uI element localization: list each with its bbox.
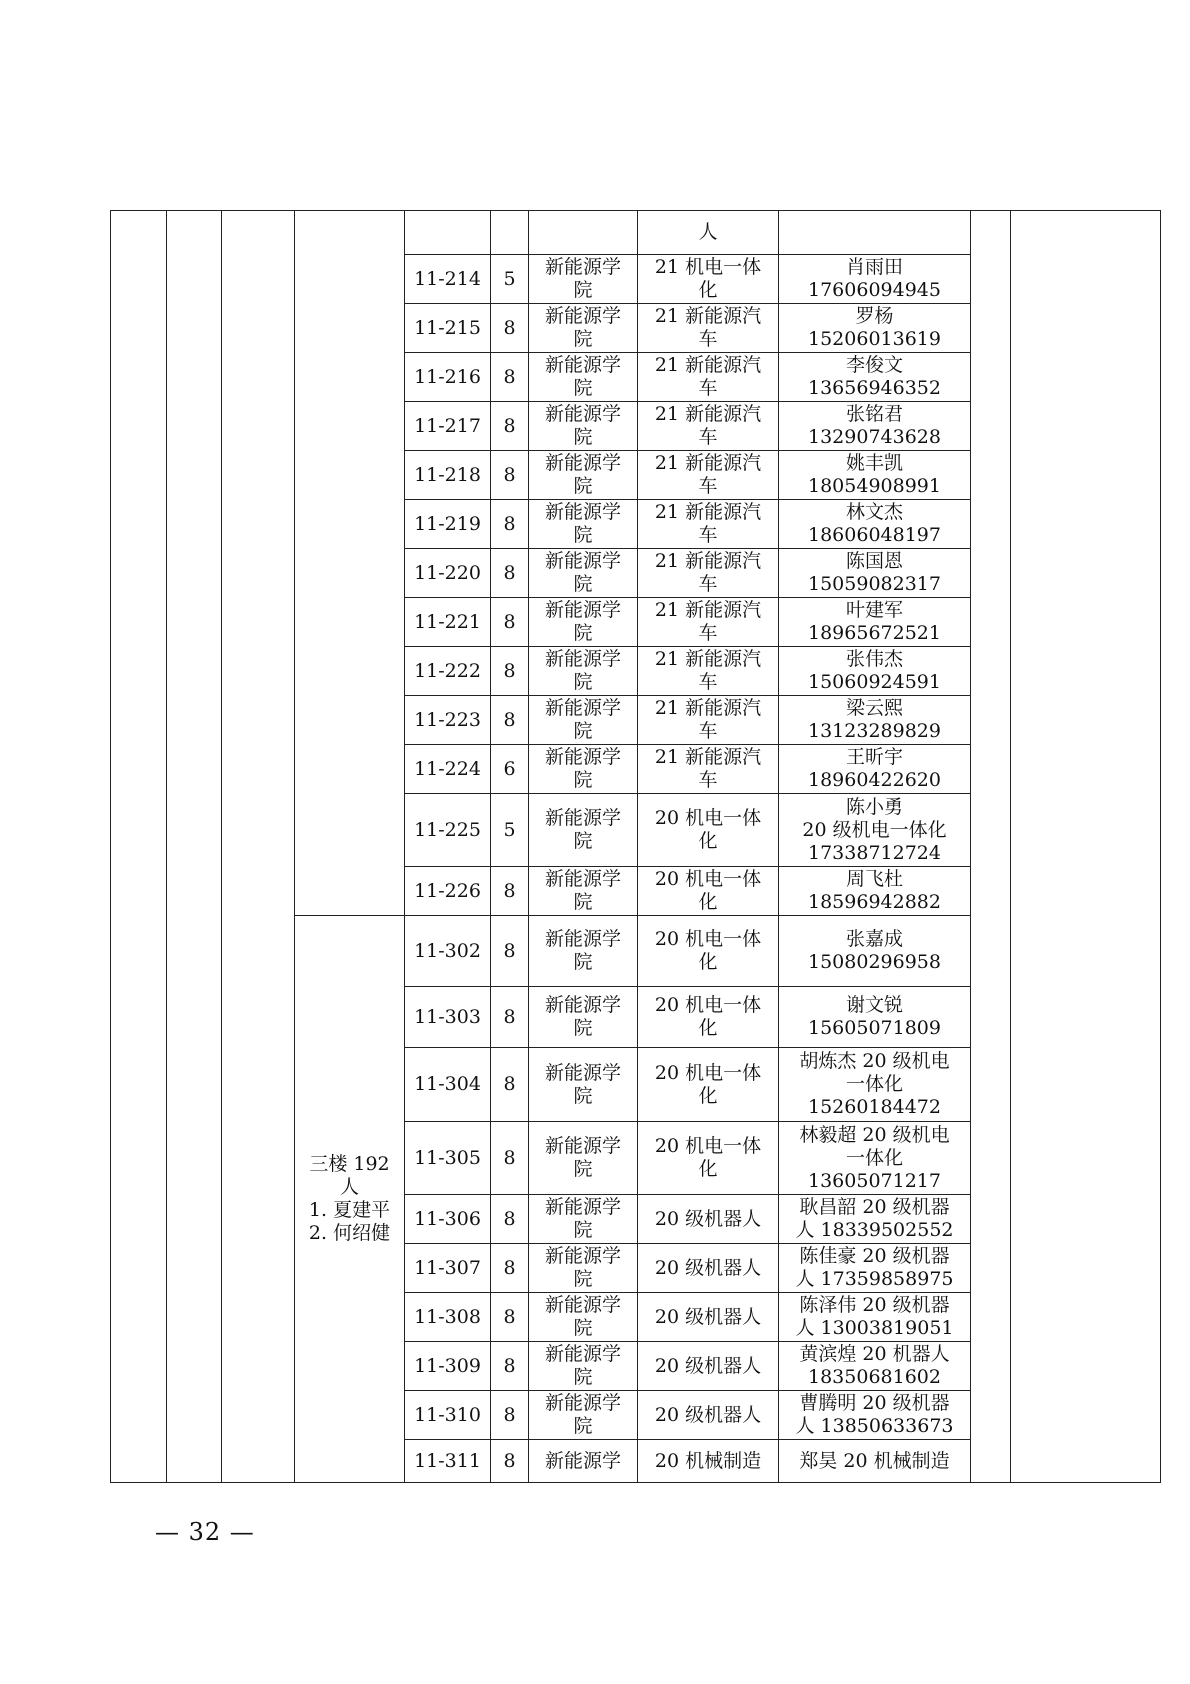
room-cell: 11-219 <box>405 500 491 549</box>
roster-body <box>111 211 1161 1483</box>
room-cell: 11-225 <box>405 794 491 867</box>
college-cell: 新能源学院 <box>529 1391 638 1440</box>
count-cell: 8 <box>491 549 529 598</box>
college-cell: 新能源学院 <box>529 500 638 549</box>
left-empty-col-1 <box>111 211 167 1483</box>
contact-cell: 陈小勇 20 级机电一体化 17338712724 <box>779 794 971 867</box>
college-cell: 新能源学院 <box>529 255 638 304</box>
contact-cell: 耿昌韶 20 级机器 人 18339502552 <box>779 1195 971 1244</box>
college-cell: 新能源学院 <box>529 987 638 1048</box>
room-cell: 11-215 <box>405 304 491 353</box>
major-cell: 20 机电一体化 <box>638 794 779 867</box>
contact-cell <box>779 211 971 255</box>
room-cell: 11-223 <box>405 696 491 745</box>
college-cell: 新能源学院 <box>529 1048 638 1122</box>
contact-cell: 林文杰 18606048197 <box>779 500 971 549</box>
count-cell: 8 <box>491 353 529 402</box>
college-cell: 新能源学院 <box>529 1293 638 1342</box>
page-number: — 32 — <box>155 1518 255 1546</box>
count-cell: 6 <box>491 745 529 794</box>
college-cell: 新能源学院 <box>529 402 638 451</box>
major-cell: 21 新能源汽车 <box>638 745 779 794</box>
floor2-group-cell <box>295 211 405 916</box>
college-cell: 新能源学院 <box>529 794 638 867</box>
count-cell: 8 <box>491 647 529 696</box>
college-cell: 新能源学院 <box>529 696 638 745</box>
major-cell: 21 新能源汽车 <box>638 549 779 598</box>
contact-cell: 黄滨煌 20 机器人 18350681602 <box>779 1342 971 1391</box>
count-cell: 8 <box>491 500 529 549</box>
major-cell: 21 新能源汽车 <box>638 500 779 549</box>
contact-cell: 肖雨田 17606094945 <box>779 255 971 304</box>
count-cell: 8 <box>491 1342 529 1391</box>
contact-cell: 李俊文 13656946352 <box>779 353 971 402</box>
major-cell: 21 新能源汽车 <box>638 696 779 745</box>
contact-cell: 胡炼杰 20 级机电 一体化 15260184472 <box>779 1048 971 1122</box>
room-cell: 11-216 <box>405 353 491 402</box>
major-cell: 20 级机器人 <box>638 1391 779 1440</box>
contact-cell: 罗杨 15206013619 <box>779 304 971 353</box>
contact-cell: 周飞杜 18596942882 <box>779 867 971 916</box>
room-cell: 11-226 <box>405 867 491 916</box>
college-cell: 新能源学院 <box>529 353 638 402</box>
major-cell: 20 机电一体化 <box>638 987 779 1048</box>
contact-cell: 张伟杰 15060924591 <box>779 647 971 696</box>
count-cell: 8 <box>491 867 529 916</box>
college-cell: 新能源学院 <box>529 916 638 987</box>
room-cell: 11-221 <box>405 598 491 647</box>
count-cell: 5 <box>491 255 529 304</box>
room-cell <box>405 211 491 255</box>
contact-cell: 林毅超 20 级机电 一体化 13605071217 <box>779 1122 971 1195</box>
room-cell: 11-224 <box>405 745 491 794</box>
contact-cell: 陈泽伟 20 级机器 人 13003819051 <box>779 1293 971 1342</box>
count-cell: 8 <box>491 1440 529 1483</box>
room-cell: 11-310 <box>405 1391 491 1440</box>
college-cell: 新能源学院 <box>529 1195 638 1244</box>
count-cell: 8 <box>491 1195 529 1244</box>
contact-cell: 王昕宇 18960422620 <box>779 745 971 794</box>
left-empty-col-2 <box>167 211 222 1483</box>
room-cell: 11-309 <box>405 1342 491 1391</box>
count-cell: 8 <box>491 1244 529 1293</box>
dormitory-roster-table <box>110 210 1161 1483</box>
contact-cell: 郑昊 20 机械制造 <box>779 1440 971 1483</box>
major-cell: 21 新能源汽车 <box>638 598 779 647</box>
major-cell: 20 机电一体化 <box>638 916 779 987</box>
major-cell: 人 <box>638 211 779 255</box>
contact-cell: 梁云熙 13123289829 <box>779 696 971 745</box>
right-empty-col-1 <box>971 211 1011 1483</box>
contact-cell: 姚丰凯 18054908991 <box>779 451 971 500</box>
count-cell: 8 <box>491 402 529 451</box>
college-cell: 新能源学院 <box>529 647 638 696</box>
major-cell: 21 新能源汽车 <box>638 451 779 500</box>
contact-cell: 陈佳豪 20 级机器 人 17359858975 <box>779 1244 971 1293</box>
college-cell <box>529 211 638 255</box>
room-cell: 11-302 <box>405 916 491 987</box>
major-cell: 20 级机器人 <box>638 1342 779 1391</box>
room-cell: 11-307 <box>405 1244 491 1293</box>
contact-cell: 叶建军 18965672521 <box>779 598 971 647</box>
contact-cell: 谢文锐 15605071809 <box>779 987 971 1048</box>
college-cell: 新能源学院 <box>529 451 638 500</box>
count-cell: 8 <box>491 1293 529 1342</box>
room-cell: 11-218 <box>405 451 491 500</box>
room-cell: 11-306 <box>405 1195 491 1244</box>
major-cell: 21 新能源汽车 <box>638 402 779 451</box>
right-empty-col-2 <box>1011 211 1161 1483</box>
major-cell: 20 机电一体化 <box>638 1048 779 1122</box>
major-cell: 20 机械制造 <box>638 1440 779 1483</box>
count-cell: 8 <box>491 304 529 353</box>
count-cell: 8 <box>491 451 529 500</box>
contact-cell: 张铭君 13290743628 <box>779 402 971 451</box>
count-cell: 8 <box>491 598 529 647</box>
major-cell: 20 级机器人 <box>638 1195 779 1244</box>
count-cell: 5 <box>491 794 529 867</box>
college-cell: 新能源学院 <box>529 1244 638 1293</box>
major-cell: 20 机电一体化 <box>638 867 779 916</box>
room-cell: 11-217 <box>405 402 491 451</box>
college-cell: 新能源学院 <box>529 1122 638 1195</box>
major-cell: 21 新能源汽车 <box>638 353 779 402</box>
room-cell: 11-214 <box>405 255 491 304</box>
count-cell: 8 <box>491 1391 529 1440</box>
college-cell: 新能源学院 <box>529 745 638 794</box>
college-cell: 新能源学 <box>529 1440 638 1483</box>
college-cell: 新能源学院 <box>529 304 638 353</box>
room-cell: 11-305 <box>405 1122 491 1195</box>
room-cell: 11-304 <box>405 1048 491 1122</box>
major-cell: 20 级机器人 <box>638 1293 779 1342</box>
count-cell: 8 <box>491 987 529 1048</box>
college-cell: 新能源学院 <box>529 549 638 598</box>
left-empty-col-3 <box>222 211 295 1483</box>
college-cell: 新能源学院 <box>529 1342 638 1391</box>
major-cell: 20 机电一体化 <box>638 1122 779 1195</box>
room-cell: 11-220 <box>405 549 491 598</box>
contact-cell: 曹腾明 20 级机器 人 13850633673 <box>779 1391 971 1440</box>
count-cell: 8 <box>491 696 529 745</box>
table-row <box>111 211 1161 255</box>
college-cell: 新能源学院 <box>529 867 638 916</box>
count-cell <box>491 211 529 255</box>
contact-cell: 张嘉成 15080296958 <box>779 916 971 987</box>
count-cell: 8 <box>491 1048 529 1122</box>
major-cell: 21 机电一体化 <box>638 255 779 304</box>
room-cell: 11-308 <box>405 1293 491 1342</box>
room-cell: 11-222 <box>405 647 491 696</box>
contact-cell: 陈国恩 15059082317 <box>779 549 971 598</box>
major-cell: 21 新能源汽车 <box>638 304 779 353</box>
major-cell: 21 新能源汽车 <box>638 647 779 696</box>
major-cell: 20 级机器人 <box>638 1244 779 1293</box>
count-cell: 8 <box>491 1122 529 1195</box>
room-cell: 11-303 <box>405 987 491 1048</box>
count-cell: 8 <box>491 916 529 987</box>
college-cell: 新能源学院 <box>529 598 638 647</box>
floor3-group-cell: 三楼 192 人 1. 夏建平 2. 何绍健 <box>295 916 405 1483</box>
room-cell: 11-311 <box>405 1440 491 1483</box>
